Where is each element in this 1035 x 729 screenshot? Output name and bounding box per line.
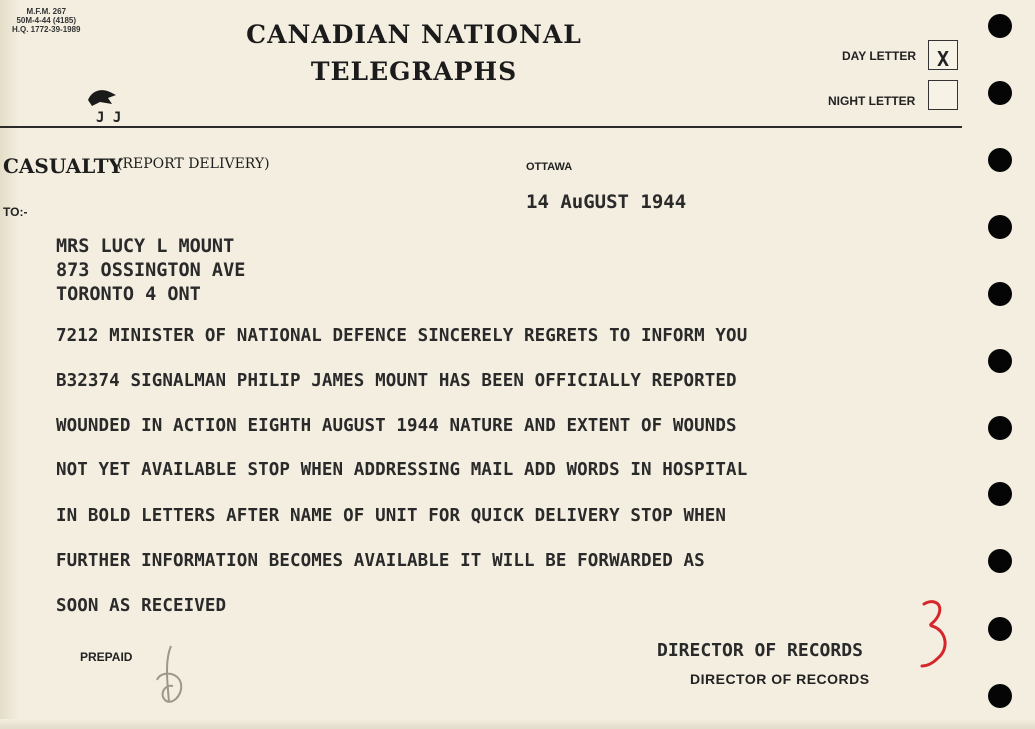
message-date: 14 AuGUST 1944: [526, 191, 687, 213]
punch-hole-icon: [988, 482, 1012, 506]
punch-hole-icon: [988, 349, 1012, 373]
form-code-line: H.Q. 1772-39-1989: [12, 25, 81, 34]
signature-printed: DIRECTOR OF RECORDS: [690, 671, 870, 687]
punch-hole-icon: [988, 81, 1012, 105]
message-line: WOUNDED IN ACTION EIGHTH AUGUST 1944 NATURE AND EXTENT OF WOUNDS: [56, 416, 737, 436]
paper-fold-shadow: [0, 0, 20, 729]
address-line: MRS LUCY L MOUNT: [56, 236, 235, 257]
red-pencil-mark-icon: [918, 598, 954, 670]
message-line: 7212 MINISTER OF NATIONAL DEFENCE SINCERELY REGRETS TO INFORM YOU: [56, 326, 748, 346]
address-line: 873 OSSINGTON AVE: [56, 260, 246, 281]
form-code-line: 50M-4-44 (4185): [16, 16, 77, 25]
message-type: CASUALTY: [3, 154, 123, 178]
message-type-note: (REPORT DELIVERY): [117, 156, 270, 172]
company-name-line1: CANADIAN NATIONAL: [246, 20, 582, 49]
form-code-line: M.F.M. 267: [26, 7, 67, 16]
message-line: FURTHER INFORMATION BECOMES AVAILABLE IT WILL BE FORWARDED AS: [56, 551, 705, 571]
punch-hole-icon: [988, 215, 1012, 239]
company-name-line2: TELEGRAPHS: [310, 57, 518, 86]
paper-bottom-edge: [0, 719, 1035, 729]
punch-hole-icon: [988, 549, 1012, 573]
day-letter-check-mark: X: [936, 47, 950, 71]
night-letter-label: NIGHT LETTER: [828, 94, 916, 108]
message-line: NOT YET AVAILABLE STOP WHEN ADDRESSING MAIL ADD WORDS IN HOSPITAL: [56, 460, 748, 480]
punch-hole-icon: [988, 282, 1012, 306]
origin-city: OTTAWA: [526, 161, 573, 173]
header-divider: [0, 126, 962, 128]
pencil-scribble-icon: [145, 640, 197, 710]
operator-initials: J J: [96, 110, 122, 126]
punch-hole-icon: [988, 684, 1012, 708]
address-line: TORONTO 4 ONT: [56, 284, 201, 305]
to-label: TO:-: [3, 205, 28, 219]
day-letter-checkbox[interactable]: [928, 40, 958, 70]
company-name: [200, 16, 628, 90]
punch-hole-icon: [988, 14, 1012, 38]
punch-hole-icon: [988, 617, 1012, 641]
signature-typed: DIRECTOR OF RECORDS: [657, 640, 863, 661]
night-letter-checkbox[interactable]: [928, 80, 958, 110]
punch-hole-icon: [988, 416, 1012, 440]
stamp-mark-icon: [86, 86, 118, 110]
prepaid-label: PREPAID: [80, 650, 133, 664]
form-code: [12, 7, 81, 34]
punch-hole-icon: [988, 148, 1012, 172]
message-line: IN BOLD LETTERS AFTER NAME OF UNIT FOR QUICK DELIVERY STOP WHEN: [56, 506, 727, 526]
day-letter-label: DAY LETTER: [842, 49, 917, 63]
message-line: B32374 SIGNALMAN PHILIP JAMES MOUNT HAS BEEN OFFICIALLY REPORTED: [56, 371, 737, 391]
message-line: SOON AS RECEIVED: [56, 596, 227, 616]
